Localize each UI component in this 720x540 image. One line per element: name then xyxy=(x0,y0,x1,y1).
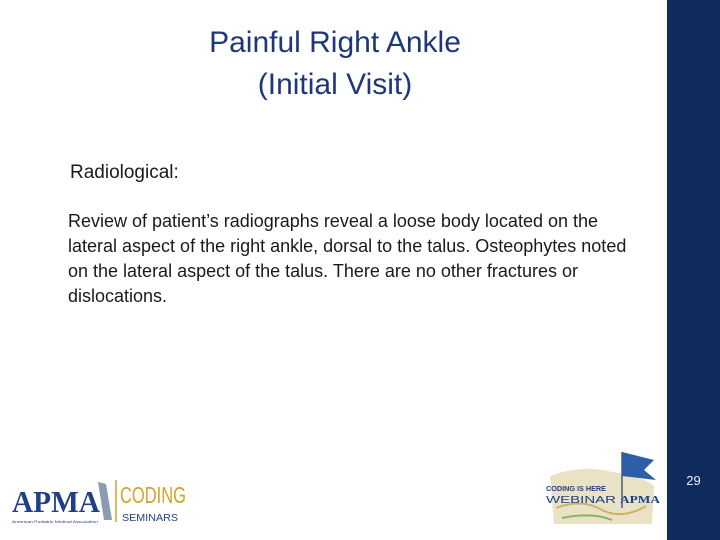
apma-tagline: American Podiatric Medical Association xyxy=(12,519,98,524)
webinar-apma-brand: APMA xyxy=(620,494,661,506)
right-sidebar-band xyxy=(667,0,720,540)
page-number: 29 xyxy=(686,473,701,488)
body-paragraph: Review of patient’s radiographs reveal a loose body located on the lateral aspect of the right ankle, dorsal to the talus. Osteophytes noted on the lateral aspect of the talus. There are no other fractures or dislocations. xyxy=(68,211,627,306)
slide-title-line-2: (Initial Visit) xyxy=(257,68,413,101)
seminars-logo-text: SEMINARS xyxy=(122,513,179,524)
coding-logo-text: CODING xyxy=(120,482,186,508)
section-label: Radiological: xyxy=(70,162,179,183)
apma-logo-text: APMA xyxy=(12,484,101,519)
webinar-line-1: CODING IS HERE xyxy=(546,486,607,493)
apma-coding-seminars-logo xyxy=(10,476,190,526)
webinar-line-2: WEBINAR xyxy=(546,495,616,506)
apma-swoosh-icon xyxy=(98,482,112,520)
flag-icon xyxy=(622,452,656,480)
slide-title xyxy=(150,22,520,106)
coding-webinar-logo xyxy=(542,446,666,526)
slide-title-line-1: Painful Right Ankle xyxy=(209,26,461,59)
